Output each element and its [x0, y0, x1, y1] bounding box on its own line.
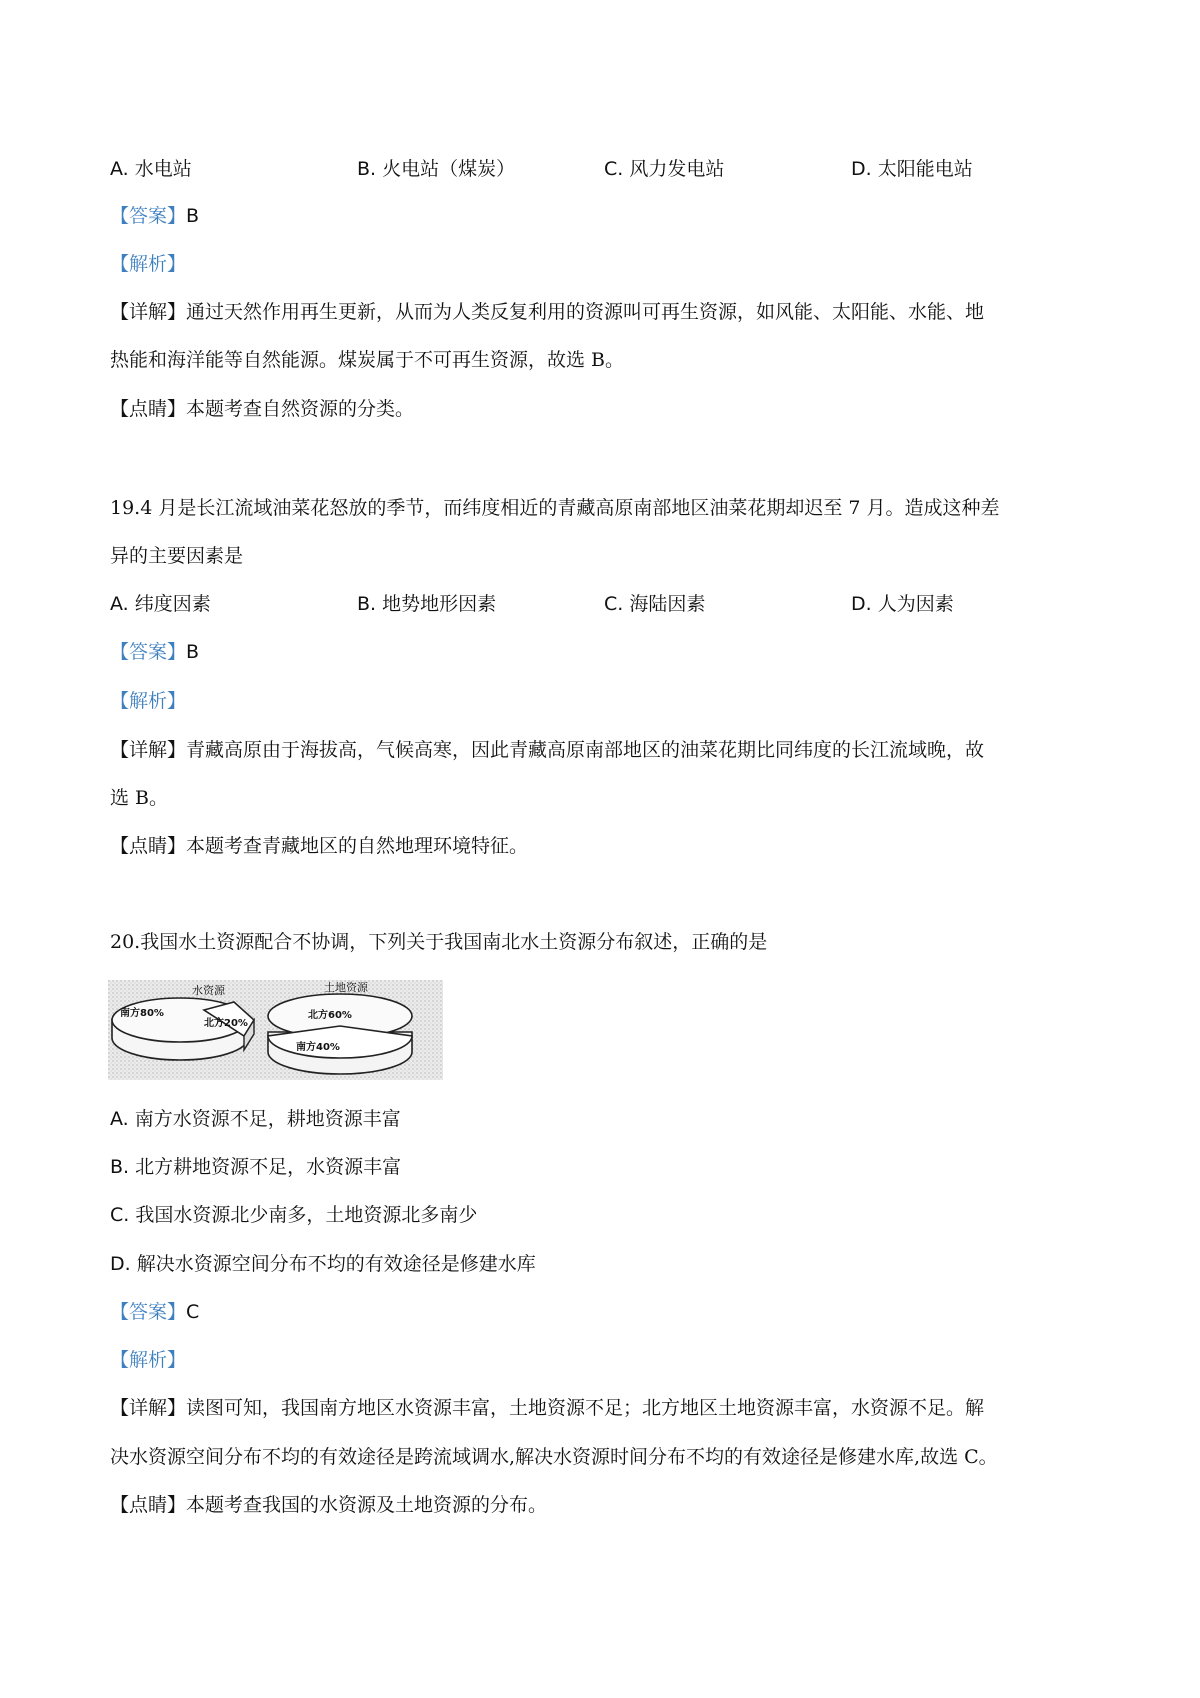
q19-stem-line-2: 异的主要因素是 — [110, 545, 244, 567]
q19-option-d: D. 人为因素 — [851, 593, 954, 615]
answer-tag: 【答案】 — [110, 1301, 187, 1323]
q20-detail-line-1: 【详解】读图可知，我国南方地区水资源丰富，土地资源不足；北方地区土地资源丰富，水资源不足。解 — [110, 1397, 985, 1419]
q20-option-b: B. 北方耕地资源不足，水资源丰富 — [110, 1156, 402, 1178]
resource-pie-figure — [108, 980, 443, 1080]
q19-answer-line — [110, 640, 199, 664]
q19-detail-line-1: 【详解】青藏高原由于海拔高，气候高寒，因此青藏高原南部地区的油菜花期比同纬度的长江流域晚，故 — [110, 739, 985, 761]
q19-stem-line-1: 19.4 月是长江流域油菜花怒放的季节，而纬度相近的青藏高原南部地区油菜花期却迟至 7 月。造成这种差 — [110, 497, 1000, 519]
land-north-label: 北方60% — [308, 1010, 352, 1021]
q20-analysis-tag: 【解析】 — [110, 1349, 187, 1371]
q19-option-b: B. 地势地形因素 — [357, 593, 497, 615]
land-title: 土地资源 — [324, 981, 368, 994]
answer-tag: 【答案】 — [110, 205, 187, 227]
q18-option-b: B. 火电站（煤炭） — [357, 158, 516, 180]
q19-option-c: C. 海陆因素 — [604, 593, 706, 615]
q19-detail-line-2: 选 B。 — [110, 787, 169, 809]
water-north-label: 北方20% — [204, 1018, 248, 1029]
q20-option-c: C. 我国水资源北少南多，土地资源北多南少 — [110, 1204, 478, 1226]
answer-value: B — [186, 205, 200, 227]
q18-comment: 【点睛】本题考查自然资源的分类。 — [110, 398, 415, 420]
answer-tag: 【答案】 — [110, 641, 187, 663]
q20-detail-line-2: 决水资源空间分布不均的有效途径是跨流域调水,解决水资源时间分布不均的有效途径是修建水库,故选 C。 — [110, 1446, 998, 1468]
q18-option-a: A. 水电站 — [110, 158, 192, 180]
land-south-label: 南方40% — [296, 1042, 340, 1053]
q20-option-a: A. 南方水资源不足，耕地资源丰富 — [110, 1108, 401, 1130]
q20-answer-line — [110, 1300, 199, 1324]
q20-stem: 20.我国水土资源配合不协调，下列关于我国南北水土资源分布叙述，正确的是 — [110, 931, 768, 953]
q19-option-a: A. 纬度因素 — [110, 593, 211, 615]
answer-value: C — [186, 1301, 200, 1323]
q18-answer-line — [110, 204, 199, 228]
q18-analysis-tag: 【解析】 — [110, 253, 187, 275]
q19-comment: 【点睛】本题考查青藏地区的自然地理环境特征。 — [110, 835, 529, 857]
water-south-label: 南方80% — [120, 1008, 164, 1019]
q19-analysis-tag: 【解析】 — [110, 690, 187, 712]
q18-option-d: D. 太阳能电站 — [851, 158, 973, 180]
q18-option-c: C. 风力发电站 — [604, 158, 725, 180]
answer-value: B — [186, 641, 200, 663]
q20-option-d: D. 解决水资源空间分布不均的有效途径是修建水库 — [110, 1253, 536, 1275]
q20-comment: 【点睛】本题考查我国的水资源及土地资源的分布。 — [110, 1494, 548, 1516]
water-title: 水资源 — [192, 984, 225, 997]
q18-detail-line-1: 【详解】通过天然作用再生更新，从而为人类反复利用的资源叫可再生资源，如风能、太阳能、水能、地 — [110, 301, 985, 323]
q18-detail-line-2: 热能和海洋能等自然能源。煤炭属于不可再生资源，故选 B。 — [110, 349, 625, 371]
